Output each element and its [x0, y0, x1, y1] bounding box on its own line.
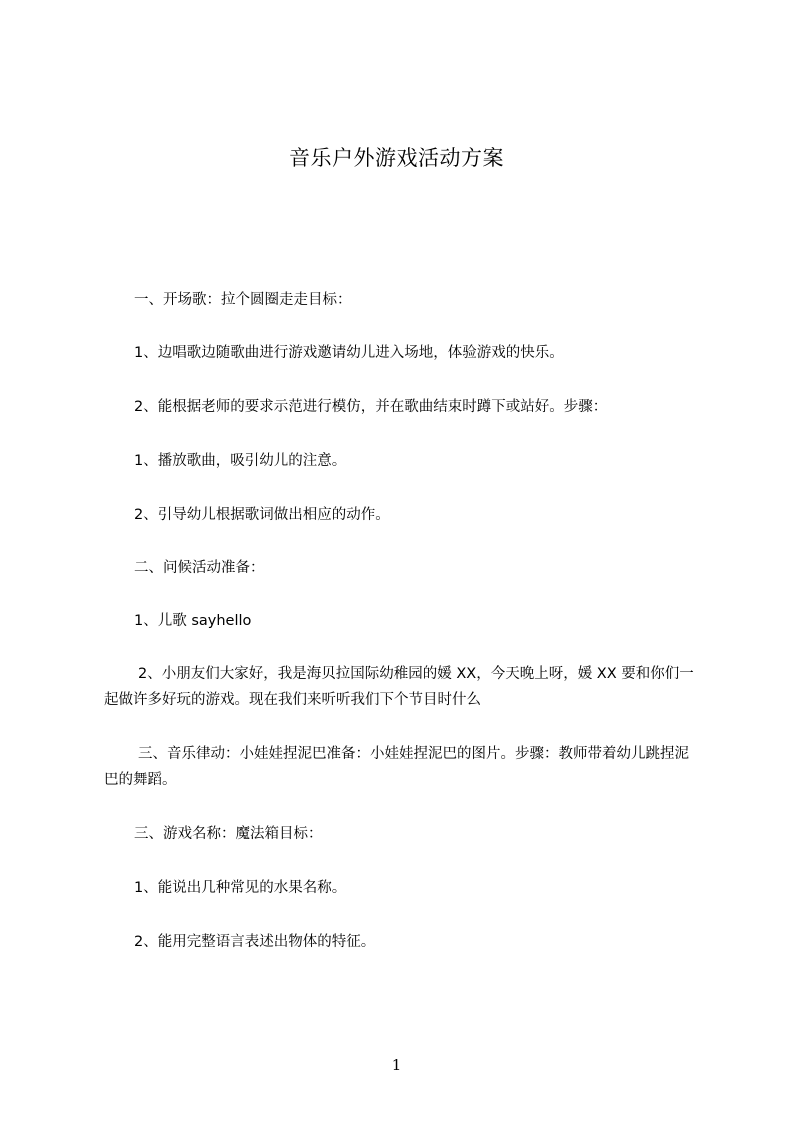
paragraph-opening-song: 一、开场歌：拉个圆圈走走目标： — [134, 292, 352, 308]
paragraph-game-goal-1: 1、能说出几种常见的水果名称。 — [134, 880, 347, 896]
paragraph-game-name: 三、游戏名称：魔法箱目标： — [134, 826, 323, 842]
paragraph-step-2: 2、引导幼儿根据歌词做出相应的动作。 — [134, 507, 390, 523]
paragraph-goal-2: 2、能根据老师的要求示范进行模仿，并在歌曲结束时蹲下或站好。步骤： — [134, 399, 608, 415]
paragraph-goal-1: 1、边唱歌边随歌曲进行游戏邀请幼儿进入场地，体验游戏的快乐。 — [134, 345, 564, 361]
document-title: 音乐户外游戏活动方案 — [289, 146, 504, 170]
paragraph-greeting-prep: 二、问候活动准备： — [134, 560, 265, 576]
paragraph-step-1: 1、播放歌曲，吸引幼儿的注意。 — [134, 453, 347, 469]
page-number: 1 — [391, 1056, 402, 1074]
paragraph-song-sayhello: 1、儿歌 sayhello — [134, 613, 252, 629]
paragraph-game-goal-2: 2、能用完整语言表述出物体的特征。 — [134, 934, 376, 950]
paragraph-greeting-speech: 2、小朋友们大家好，我是海贝拉国际幼稚园的媛 XX，今天晚上呀，媛 XX 要和你们一起做许多好玩的游戏。现在我们来听听我们下个节目时什么 — [104, 666, 694, 708]
paragraph-music-rhythm: 三、音乐律动：小娃娃捏泥巴准备：小娃娃捏泥巴的图片。步骤：教师带着幼儿跳捏泥巴的舞蹈。 — [104, 746, 689, 788]
